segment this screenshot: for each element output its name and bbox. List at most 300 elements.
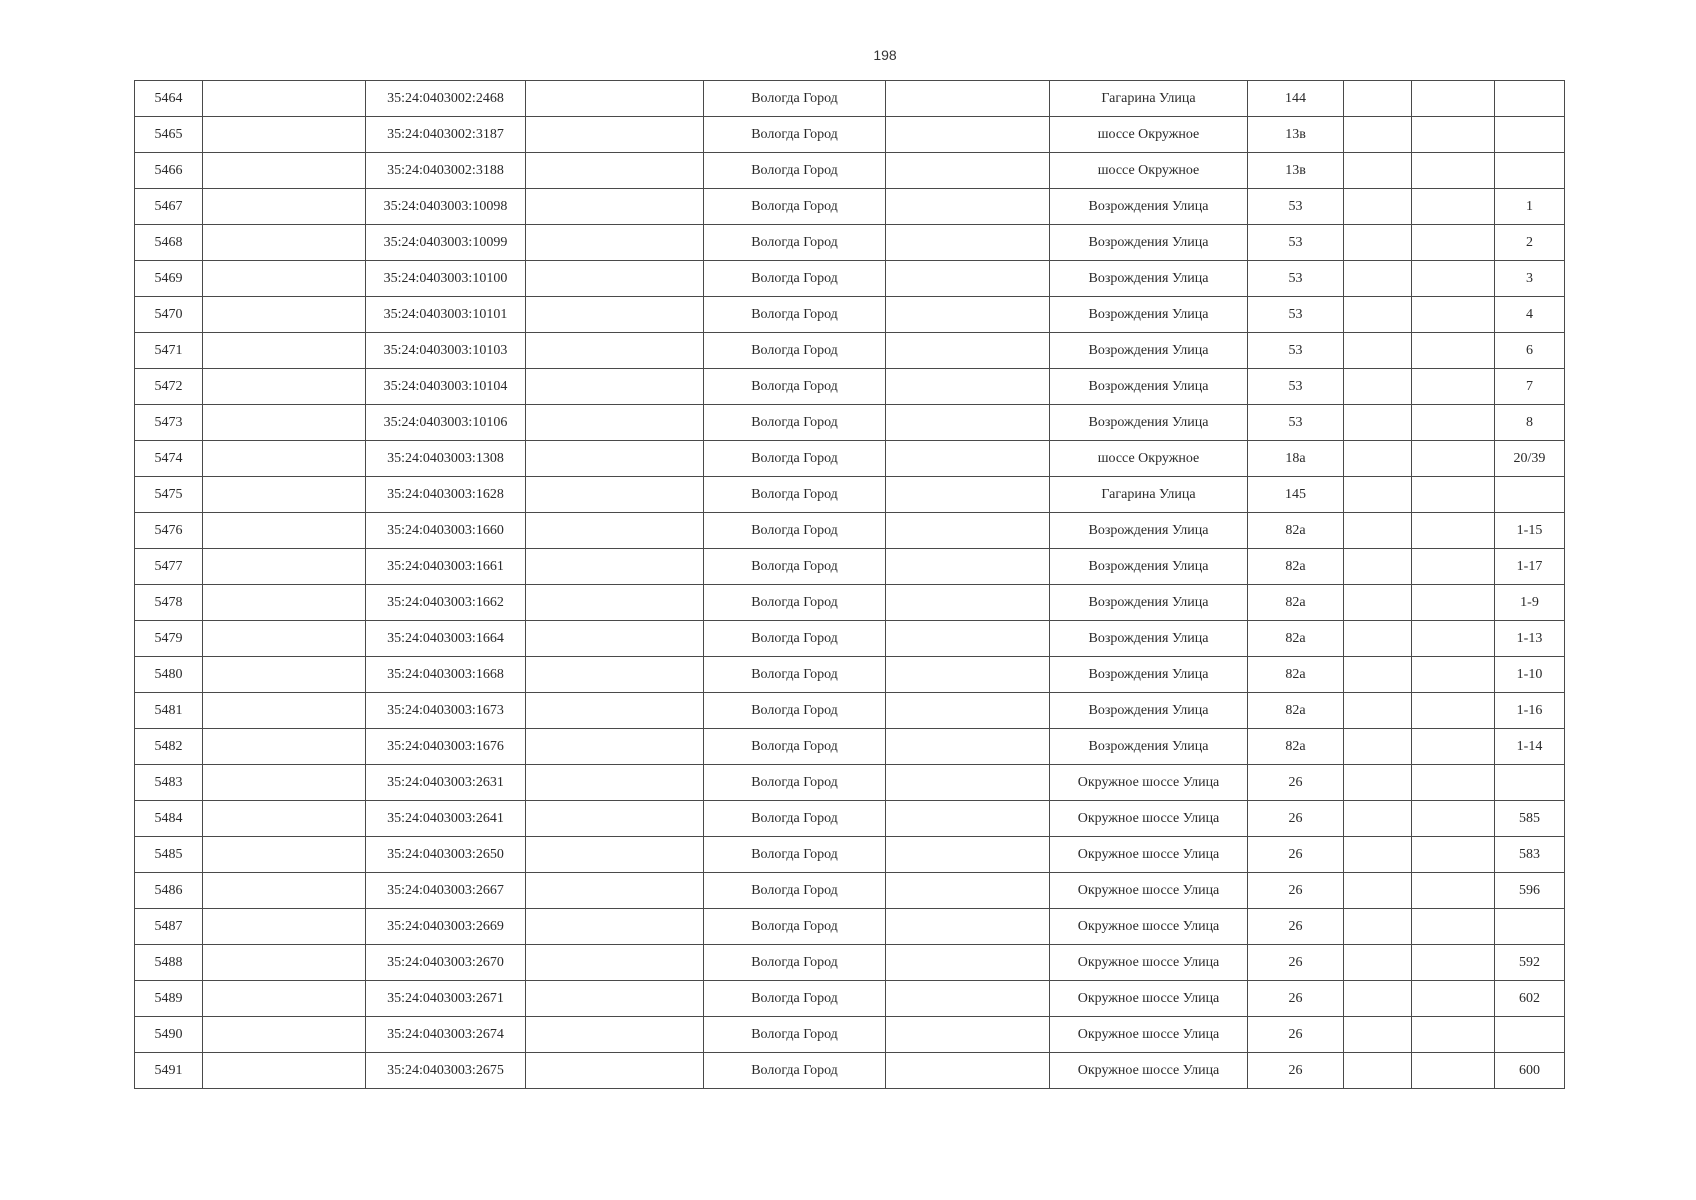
empty-cell — [1412, 729, 1495, 765]
house-number-cell: 13в — [1248, 117, 1344, 153]
apartment-cell: 1-15 — [1495, 513, 1565, 549]
empty-cell — [526, 873, 704, 909]
city-cell: Вологда Город — [704, 801, 886, 837]
table-row — [135, 333, 1565, 369]
empty-cell — [1412, 765, 1495, 801]
empty-cell — [1344, 225, 1412, 261]
empty-cell — [1344, 513, 1412, 549]
empty-cell — [526, 297, 704, 333]
street-cell: Окружное шоссе Улица — [1050, 981, 1248, 1017]
cadastral-number-cell: 35:24:0403003:2650 — [366, 837, 526, 873]
empty-cell — [203, 1017, 366, 1053]
empty-cell — [203, 549, 366, 585]
empty-cell — [1344, 369, 1412, 405]
empty-cell — [1344, 909, 1412, 945]
apartment-cell — [1495, 117, 1565, 153]
row-number-cell: 5469 — [135, 261, 203, 297]
apartment-cell — [1495, 153, 1565, 189]
city-cell: Вологда Город — [704, 117, 886, 153]
empty-cell — [886, 981, 1050, 1017]
empty-cell — [1412, 225, 1495, 261]
empty-cell — [1412, 801, 1495, 837]
empty-cell — [526, 369, 704, 405]
city-cell: Вологда Город — [704, 909, 886, 945]
empty-cell — [1344, 693, 1412, 729]
empty-cell — [1344, 297, 1412, 333]
house-number-cell: 53 — [1248, 369, 1344, 405]
street-cell: Возрождения Улица — [1050, 405, 1248, 441]
street-cell: Окружное шоссе Улица — [1050, 1017, 1248, 1053]
empty-cell — [886, 945, 1050, 981]
row-number-cell: 5474 — [135, 441, 203, 477]
empty-cell — [526, 225, 704, 261]
row-number-cell: 5481 — [135, 693, 203, 729]
table-row — [135, 981, 1565, 1017]
table-row — [135, 873, 1565, 909]
house-number-cell: 82а — [1248, 585, 1344, 621]
table-row — [135, 81, 1565, 117]
apartment-cell — [1495, 765, 1565, 801]
house-number-cell: 26 — [1248, 801, 1344, 837]
empty-cell — [526, 1053, 704, 1089]
table-row — [135, 621, 1565, 657]
apartment-cell: 6 — [1495, 333, 1565, 369]
empty-cell — [1412, 405, 1495, 441]
empty-cell — [886, 693, 1050, 729]
empty-cell — [1344, 441, 1412, 477]
empty-cell — [886, 333, 1050, 369]
street-cell: Возрождения Улица — [1050, 369, 1248, 405]
city-cell: Вологда Город — [704, 837, 886, 873]
empty-cell — [526, 441, 704, 477]
table-row — [135, 1017, 1565, 1053]
city-cell: Вологда Город — [704, 621, 886, 657]
table-row — [135, 657, 1565, 693]
house-number-cell: 26 — [1248, 981, 1344, 1017]
row-number-cell: 5484 — [135, 801, 203, 837]
house-number-cell: 82а — [1248, 693, 1344, 729]
apartment-cell: 1-14 — [1495, 729, 1565, 765]
street-cell: Возрождения Улица — [1050, 261, 1248, 297]
empty-cell — [203, 873, 366, 909]
empty-cell — [203, 945, 366, 981]
empty-cell — [526, 405, 704, 441]
apartment-cell: 7 — [1495, 369, 1565, 405]
street-cell: Возрождения Улица — [1050, 729, 1248, 765]
row-number-cell: 5476 — [135, 513, 203, 549]
house-number-cell: 53 — [1248, 261, 1344, 297]
row-number-cell: 5491 — [135, 1053, 203, 1089]
street-cell: Возрождения Улица — [1050, 585, 1248, 621]
empty-cell — [1412, 441, 1495, 477]
empty-cell — [526, 945, 704, 981]
city-cell: Вологда Город — [704, 765, 886, 801]
cadastral-number-cell: 35:24:0403003:1676 — [366, 729, 526, 765]
empty-cell — [1412, 837, 1495, 873]
empty-cell — [203, 513, 366, 549]
street-cell: Гагарина Улица — [1050, 477, 1248, 513]
empty-cell — [1412, 189, 1495, 225]
empty-cell — [203, 801, 366, 837]
empty-cell — [886, 729, 1050, 765]
empty-cell — [886, 405, 1050, 441]
house-number-cell: 144 — [1248, 81, 1344, 117]
empty-cell — [1344, 621, 1412, 657]
apartment-cell: 600 — [1495, 1053, 1565, 1089]
empty-cell — [1412, 261, 1495, 297]
table-row — [135, 369, 1565, 405]
city-cell: Вологда Город — [704, 441, 886, 477]
empty-cell — [886, 153, 1050, 189]
apartment-cell: 602 — [1495, 981, 1565, 1017]
empty-cell — [886, 297, 1050, 333]
apartment-cell — [1495, 909, 1565, 945]
house-number-cell: 145 — [1248, 477, 1344, 513]
empty-cell — [1344, 837, 1412, 873]
empty-cell — [203, 909, 366, 945]
table-row — [135, 297, 1565, 333]
table-row — [135, 945, 1565, 981]
street-cell: Окружное шоссе Улица — [1050, 873, 1248, 909]
empty-cell — [526, 657, 704, 693]
row-number-cell: 5477 — [135, 549, 203, 585]
empty-cell — [1412, 153, 1495, 189]
empty-cell — [526, 117, 704, 153]
street-cell: Возрождения Улица — [1050, 297, 1248, 333]
page-number: 198 — [873, 47, 897, 63]
row-number-cell: 5473 — [135, 405, 203, 441]
row-number-cell: 5479 — [135, 621, 203, 657]
cadastral-number-cell: 35:24:0403003:10101 — [366, 297, 526, 333]
row-number-cell: 5489 — [135, 981, 203, 1017]
street-cell: Возрождения Улица — [1050, 225, 1248, 261]
street-cell: Возрождения Улица — [1050, 549, 1248, 585]
empty-cell — [203, 261, 366, 297]
table-row — [135, 729, 1565, 765]
empty-cell — [526, 909, 704, 945]
empty-cell — [1344, 153, 1412, 189]
empty-cell — [1412, 945, 1495, 981]
cadastral-number-cell: 35:24:0403003:2641 — [366, 801, 526, 837]
empty-cell — [526, 153, 704, 189]
house-number-cell: 13в — [1248, 153, 1344, 189]
city-cell: Вологда Город — [704, 513, 886, 549]
row-number-cell: 5485 — [135, 837, 203, 873]
city-cell: Вологда Город — [704, 405, 886, 441]
row-number-cell: 5490 — [135, 1017, 203, 1053]
cadastral-number-cell: 35:24:0403003:1664 — [366, 621, 526, 657]
city-cell: Вологда Город — [704, 729, 886, 765]
cadastral-number-cell: 35:24:0403003:10104 — [366, 369, 526, 405]
empty-cell — [526, 549, 704, 585]
street-cell: Окружное шоссе Улица — [1050, 765, 1248, 801]
empty-cell — [886, 513, 1050, 549]
cadastral-number-cell: 35:24:0403003:2674 — [366, 1017, 526, 1053]
empty-cell — [886, 1017, 1050, 1053]
row-number-cell: 5480 — [135, 657, 203, 693]
empty-cell — [886, 369, 1050, 405]
empty-cell — [1412, 981, 1495, 1017]
cadastral-number-cell: 35:24:0403003:1660 — [366, 513, 526, 549]
cadastral-number-cell: 35:24:0403003:2669 — [366, 909, 526, 945]
table-row — [135, 585, 1565, 621]
empty-cell — [886, 837, 1050, 873]
house-number-cell: 26 — [1248, 909, 1344, 945]
row-number-cell: 5472 — [135, 369, 203, 405]
table-row — [135, 693, 1565, 729]
city-cell: Вологда Город — [704, 225, 886, 261]
cadastral-number-cell: 35:24:0403003:2631 — [366, 765, 526, 801]
empty-cell — [1344, 333, 1412, 369]
empty-cell — [1344, 477, 1412, 513]
city-cell: Вологда Город — [704, 189, 886, 225]
cadastral-number-cell: 35:24:0403003:1661 — [366, 549, 526, 585]
table-row — [135, 909, 1565, 945]
table-row — [135, 477, 1565, 513]
city-cell: Вологда Город — [704, 1017, 886, 1053]
row-number-cell: 5464 — [135, 81, 203, 117]
empty-cell — [203, 405, 366, 441]
apartment-cell: 8 — [1495, 405, 1565, 441]
cadastral-number-cell: 35:24:0403003:1628 — [366, 477, 526, 513]
cadastral-number-cell: 35:24:0403003:1668 — [366, 657, 526, 693]
empty-cell — [526, 837, 704, 873]
cadastral-number-cell: 35:24:0403003:1308 — [366, 441, 526, 477]
empty-cell — [1344, 765, 1412, 801]
city-cell: Вологда Город — [704, 693, 886, 729]
empty-cell — [526, 189, 704, 225]
cadastral-number-cell: 35:24:0403003:1673 — [366, 693, 526, 729]
row-number-cell: 5483 — [135, 765, 203, 801]
empty-cell — [203, 81, 366, 117]
table-row — [135, 405, 1565, 441]
cadastral-number-cell: 35:24:0403003:2671 — [366, 981, 526, 1017]
empty-cell — [1344, 117, 1412, 153]
apartment-cell — [1495, 1017, 1565, 1053]
empty-cell — [526, 477, 704, 513]
street-cell: Возрождения Улица — [1050, 333, 1248, 369]
row-number-cell: 5482 — [135, 729, 203, 765]
empty-cell — [886, 909, 1050, 945]
empty-cell — [526, 801, 704, 837]
house-number-cell: 82а — [1248, 621, 1344, 657]
cadastral-number-cell: 35:24:0403003:2670 — [366, 945, 526, 981]
empty-cell — [1344, 981, 1412, 1017]
row-number-cell: 5468 — [135, 225, 203, 261]
house-number-cell: 26 — [1248, 873, 1344, 909]
house-number-cell: 82а — [1248, 513, 1344, 549]
house-number-cell: 53 — [1248, 189, 1344, 225]
street-cell: Окружное шоссе Улица — [1050, 909, 1248, 945]
city-cell: Вологда Город — [704, 945, 886, 981]
empty-cell — [886, 477, 1050, 513]
empty-cell — [526, 765, 704, 801]
city-cell: Вологда Город — [704, 333, 886, 369]
apartment-cell: 1-13 — [1495, 621, 1565, 657]
city-cell: Вологда Город — [704, 369, 886, 405]
city-cell: Вологда Город — [704, 81, 886, 117]
city-cell: Вологда Город — [704, 297, 886, 333]
street-cell: Окружное шоссе Улица — [1050, 801, 1248, 837]
empty-cell — [1412, 1017, 1495, 1053]
empty-cell — [886, 585, 1050, 621]
apartment-cell: 4 — [1495, 297, 1565, 333]
empty-cell — [203, 1053, 366, 1089]
empty-cell — [203, 837, 366, 873]
house-number-cell: 53 — [1248, 297, 1344, 333]
cadastral-number-cell: 35:24:0403003:2667 — [366, 873, 526, 909]
empty-cell — [886, 189, 1050, 225]
row-number-cell: 5466 — [135, 153, 203, 189]
empty-cell — [886, 801, 1050, 837]
street-cell: Гагарина Улица — [1050, 81, 1248, 117]
apartment-cell: 1-17 — [1495, 549, 1565, 585]
empty-cell — [886, 621, 1050, 657]
empty-cell — [1344, 549, 1412, 585]
apartment-cell: 2 — [1495, 225, 1565, 261]
empty-cell — [203, 765, 366, 801]
empty-cell — [526, 261, 704, 297]
street-cell: Возрождения Улица — [1050, 189, 1248, 225]
empty-cell — [203, 729, 366, 765]
apartment-cell: 592 — [1495, 945, 1565, 981]
empty-cell — [1344, 1053, 1412, 1089]
empty-cell — [203, 441, 366, 477]
empty-cell — [526, 729, 704, 765]
house-number-cell: 18а — [1248, 441, 1344, 477]
empty-cell — [203, 981, 366, 1017]
empty-cell — [1344, 729, 1412, 765]
empty-cell — [203, 333, 366, 369]
cadastral-number-cell: 35:24:0403003:2675 — [366, 1053, 526, 1089]
empty-cell — [1412, 513, 1495, 549]
street-cell: Окружное шоссе Улица — [1050, 1053, 1248, 1089]
empty-cell — [1412, 81, 1495, 117]
empty-cell — [1344, 81, 1412, 117]
empty-cell — [526, 693, 704, 729]
empty-cell — [526, 81, 704, 117]
house-number-cell: 82а — [1248, 549, 1344, 585]
house-number-cell: 53 — [1248, 333, 1344, 369]
city-cell: Вологда Город — [704, 585, 886, 621]
empty-cell — [886, 549, 1050, 585]
empty-cell — [203, 657, 366, 693]
empty-cell — [203, 189, 366, 225]
street-cell: Окружное шоссе Улица — [1050, 945, 1248, 981]
empty-cell — [886, 261, 1050, 297]
apartment-cell — [1495, 477, 1565, 513]
city-cell: Вологда Город — [704, 981, 886, 1017]
empty-cell — [203, 153, 366, 189]
empty-cell — [1412, 621, 1495, 657]
apartment-cell: 1-10 — [1495, 657, 1565, 693]
empty-cell — [886, 117, 1050, 153]
empty-cell — [1412, 333, 1495, 369]
empty-cell — [526, 513, 704, 549]
house-number-cell: 53 — [1248, 405, 1344, 441]
city-cell: Вологда Город — [704, 873, 886, 909]
house-number-cell: 82а — [1248, 729, 1344, 765]
apartment-cell: 20/39 — [1495, 441, 1565, 477]
table-row — [135, 801, 1565, 837]
registry-table-body — [135, 81, 1565, 1089]
empty-cell — [1412, 585, 1495, 621]
empty-cell — [526, 333, 704, 369]
house-number-cell: 26 — [1248, 837, 1344, 873]
cadastral-number-cell: 35:24:0403002:3187 — [366, 117, 526, 153]
row-number-cell: 5488 — [135, 945, 203, 981]
empty-cell — [1412, 1053, 1495, 1089]
apartment-cell — [1495, 81, 1565, 117]
empty-cell — [1344, 1017, 1412, 1053]
house-number-cell: 26 — [1248, 1017, 1344, 1053]
row-number-cell: 5470 — [135, 297, 203, 333]
apartment-cell: 596 — [1495, 873, 1565, 909]
street-cell: Возрождения Улица — [1050, 513, 1248, 549]
empty-cell — [203, 477, 366, 513]
table-row — [135, 549, 1565, 585]
table-row — [135, 189, 1565, 225]
empty-cell — [203, 225, 366, 261]
empty-cell — [1412, 657, 1495, 693]
registry-table — [134, 80, 1565, 1089]
empty-cell — [203, 585, 366, 621]
cadastral-number-cell: 35:24:0403003:10103 — [366, 333, 526, 369]
empty-cell — [526, 621, 704, 657]
city-cell: Вологда Город — [704, 549, 886, 585]
empty-cell — [1344, 801, 1412, 837]
street-cell: Возрождения Улица — [1050, 693, 1248, 729]
street-cell: шоссе Окружное — [1050, 441, 1248, 477]
table-row — [135, 153, 1565, 189]
house-number-cell: 26 — [1248, 765, 1344, 801]
city-cell: Вологда Город — [704, 657, 886, 693]
empty-cell — [886, 657, 1050, 693]
empty-cell — [1344, 585, 1412, 621]
street-cell: Окружное шоссе Улица — [1050, 837, 1248, 873]
cadastral-number-cell: 35:24:0403003:10106 — [366, 405, 526, 441]
cadastral-number-cell: 35:24:0403002:2468 — [366, 81, 526, 117]
cadastral-number-cell: 35:24:0403002:3188 — [366, 153, 526, 189]
table-row — [135, 837, 1565, 873]
empty-cell — [1344, 657, 1412, 693]
empty-cell — [526, 981, 704, 1017]
cadastral-number-cell: 35:24:0403003:10099 — [366, 225, 526, 261]
cadastral-number-cell: 35:24:0403003:1662 — [366, 585, 526, 621]
street-cell: Возрождения Улица — [1050, 657, 1248, 693]
empty-cell — [886, 1053, 1050, 1089]
city-cell: Вологда Город — [704, 477, 886, 513]
row-number-cell: 5487 — [135, 909, 203, 945]
table-row — [135, 261, 1565, 297]
apartment-cell: 585 — [1495, 801, 1565, 837]
empty-cell — [203, 297, 366, 333]
cadastral-number-cell: 35:24:0403003:10098 — [366, 189, 526, 225]
empty-cell — [1412, 117, 1495, 153]
empty-cell — [886, 81, 1050, 117]
empty-cell — [203, 117, 366, 153]
table-row — [135, 1053, 1565, 1089]
cadastral-number-cell: 35:24:0403003:10100 — [366, 261, 526, 297]
table-row — [135, 765, 1565, 801]
empty-cell — [1344, 873, 1412, 909]
apartment-cell: 1-16 — [1495, 693, 1565, 729]
apartment-cell: 1-9 — [1495, 585, 1565, 621]
empty-cell — [1412, 369, 1495, 405]
row-number-cell: 5475 — [135, 477, 203, 513]
table-row — [135, 441, 1565, 477]
street-cell: шоссе Окружное — [1050, 117, 1248, 153]
